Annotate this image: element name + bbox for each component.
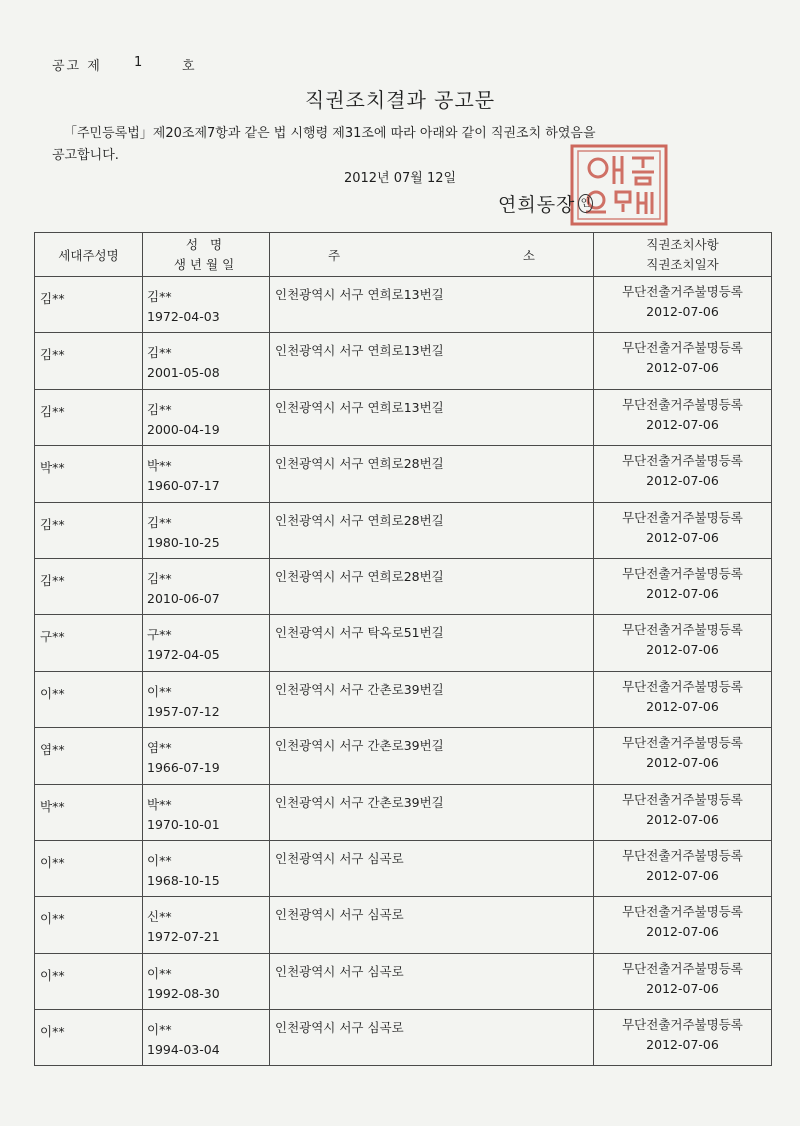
table-row [35, 446, 772, 502]
birth-date: 1992-08-30 [147, 985, 220, 1001]
issuer-title: 연희동장 [498, 194, 576, 216]
action-cell [594, 897, 772, 953]
person-name: 박** [147, 458, 172, 474]
table-body [35, 277, 772, 1066]
address-text: 인천광역시 서구 간촌로39번길 [275, 738, 444, 754]
name-birth-cell [143, 784, 270, 840]
preamble-line-2: 공고합니다. [52, 148, 119, 163]
name-birth-cell [143, 558, 270, 614]
action-date: 2012-07-06 [646, 416, 719, 432]
birth-date: 1980-10-25 [147, 534, 220, 550]
person-name: 김** [147, 514, 172, 530]
notice-number-line [52, 55, 197, 74]
notice-suffix: 호 [182, 59, 197, 74]
action-cell [594, 784, 772, 840]
action-date: 2012-07-06 [646, 473, 719, 489]
address-cell [270, 840, 594, 896]
name-birth-cell [143, 277, 270, 333]
address-cell [270, 671, 594, 727]
action-cell [594, 953, 772, 1009]
name-birth-cell [143, 897, 270, 953]
person-name: 이** [147, 1022, 172, 1038]
table-row [35, 615, 772, 671]
action-date: 2012-07-06 [646, 360, 719, 376]
householder-cell [35, 389, 143, 445]
header-address-right: 소 [522, 247, 535, 263]
address-text: 인천광역시 서구 심곡로 [275, 963, 404, 979]
address-text: 인천광역시 서구 연희로28번길 [275, 512, 444, 528]
householder-cell [35, 446, 143, 502]
householder-cell [35, 558, 143, 614]
table-row [35, 277, 772, 333]
householder-name: 이** [40, 685, 65, 701]
name-birth-cell [143, 615, 270, 671]
action-type: 무단전출거주불명등록 [622, 1017, 743, 1033]
person-name: 이** [147, 852, 172, 868]
birth-date: 1966-07-19 [147, 760, 220, 776]
action-type: 무단전출거주불명등록 [622, 396, 743, 412]
document-title: 직권조치결과 공고문 [304, 88, 496, 112]
table-row [35, 728, 772, 784]
action-date: 2012-07-06 [646, 642, 719, 658]
householder-name: 구** [40, 629, 65, 645]
address-text: 인천광역시 서구 간촌로39번길 [275, 681, 444, 697]
householder-cell [35, 840, 143, 896]
notice-number: 1 [134, 55, 145, 70]
action-cell [594, 728, 772, 784]
address-text: 인천광역시 서구 심곡로 [275, 850, 404, 866]
householder-name: 이** [40, 854, 65, 870]
action-date: 2012-07-06 [646, 1037, 719, 1053]
action-type: 무단전출거주불명등록 [622, 735, 743, 751]
header-action [594, 233, 772, 277]
table-row [35, 953, 772, 1009]
action-type: 무단전출거주불명등록 [622, 904, 743, 920]
householder-name: 김** [40, 347, 65, 363]
action-cell [594, 671, 772, 727]
header-action-date: 직권조치일자 [646, 256, 719, 272]
action-type: 무단전출거주불명등록 [622, 453, 743, 469]
person-name: 김** [147, 289, 172, 304]
action-type: 무단전출거주불명등록 [622, 847, 743, 863]
address-cell [270, 558, 594, 614]
table-row [35, 333, 772, 389]
householder-name: 이** [40, 967, 65, 983]
name-birth-cell [143, 840, 270, 896]
preamble-line-1: 「주민등록법」제20조제7항과 같은 법 시행령 제31조에 따라 아래와 같이 직권조치 하였음을 [64, 126, 596, 141]
householder-name: 김** [40, 516, 65, 532]
header-birthdate: 생년월일 [173, 256, 239, 272]
householder-cell [35, 784, 143, 840]
birth-date: 2000-04-19 [147, 421, 220, 437]
action-type: 무단전출거주불명등록 [622, 678, 743, 694]
table-header-row [35, 233, 772, 277]
address-text: 인천광역시 서구 심곡로 [275, 1020, 404, 1036]
address-cell [270, 277, 594, 333]
person-name: 염** [147, 740, 172, 756]
address-cell [270, 615, 594, 671]
householder-name: 김** [40, 403, 65, 419]
action-date: 2012-07-06 [646, 698, 719, 714]
address-cell [270, 333, 594, 389]
address-cell [270, 728, 594, 784]
name-birth-cell [143, 502, 270, 558]
action-type: 무단전출거주불명등록 [622, 565, 743, 581]
seal-mark-icon: 인 [578, 194, 593, 213]
issuer-line [498, 190, 593, 217]
action-date: 2012-07-06 [646, 924, 719, 940]
birth-date: 1957-07-12 [147, 703, 220, 719]
table-row [35, 389, 772, 445]
action-date: 2012-07-06 [646, 980, 719, 996]
householder-cell [35, 671, 143, 727]
address-text: 인천광역시 서구 연희로28번길 [275, 568, 444, 584]
householder-cell [35, 333, 143, 389]
header-address-left: 주 [328, 247, 341, 263]
header-name: 성 명 [185, 236, 227, 252]
table-row [35, 897, 772, 953]
notice-prefix: 공고 제 [52, 59, 102, 74]
householder-cell [35, 502, 143, 558]
person-name: 김** [147, 345, 172, 361]
address-cell [270, 784, 594, 840]
birth-date: 1960-07-17 [147, 478, 220, 494]
action-date: 2012-07-06 [646, 811, 719, 827]
birth-date: 1972-07-21 [147, 929, 220, 945]
table-row [35, 671, 772, 727]
birth-date: 2001-05-08 [147, 365, 220, 381]
person-name: 김** [147, 401, 172, 417]
action-type: 무단전출거주불명등록 [622, 791, 743, 807]
householder-cell [35, 897, 143, 953]
name-birth-cell [143, 333, 270, 389]
name-birth-cell [143, 953, 270, 1009]
action-type: 무단전출거주불명등록 [622, 960, 743, 976]
householder-cell [35, 277, 143, 333]
name-birth-cell [143, 728, 270, 784]
header-householder: 세대주성명 [35, 233, 143, 277]
action-cell [594, 558, 772, 614]
birth-date: 1968-10-15 [147, 872, 220, 888]
table-row [35, 502, 772, 558]
birth-date: 1972-04-05 [147, 647, 220, 663]
householder-cell [35, 615, 143, 671]
address-cell [270, 953, 594, 1009]
address-text: 인천광역시 서구 연희로13번길 [275, 399, 444, 415]
person-name: 이** [147, 683, 172, 699]
address-cell [270, 1010, 594, 1066]
table-row [35, 840, 772, 896]
householder-name: 염** [40, 742, 65, 758]
name-birth-cell [143, 389, 270, 445]
header-address [270, 233, 594, 277]
action-date: 2012-07-06 [646, 585, 719, 601]
address-text: 인천광역시 서구 연희로28번길 [275, 456, 444, 472]
address-text: 인천광역시 서구 연희로13번길 [275, 287, 444, 302]
action-date: 2012-07-06 [646, 755, 719, 771]
householder-name: 이** [40, 911, 65, 927]
action-date: 2012-07-06 [646, 529, 719, 545]
address-cell [270, 897, 594, 953]
issue-date: 2012년 07월 12일 [343, 171, 457, 186]
action-cell [594, 1010, 772, 1066]
action-cell [594, 502, 772, 558]
person-name: 김** [147, 570, 172, 586]
householder-name: 박** [40, 460, 65, 476]
birth-date: 1970-10-01 [147, 816, 220, 832]
name-birth-cell [143, 1010, 270, 1066]
person-name: 구** [147, 627, 172, 643]
address-text: 인천광역시 서구 심곡로 [275, 907, 404, 923]
name-birth-cell [143, 446, 270, 502]
address-text: 인천광역시 서구 간촌로39번길 [275, 794, 444, 810]
address-text: 인천광역시 서구 연희로13번길 [275, 343, 444, 359]
action-cell [594, 446, 772, 502]
header-action-type: 직권조치사항 [646, 236, 719, 252]
person-name: 신** [147, 909, 172, 925]
action-type: 무단전출거주불명등록 [622, 622, 743, 638]
name-birth-cell [143, 671, 270, 727]
address-cell [270, 502, 594, 558]
householder-cell [35, 1010, 143, 1066]
person-name: 이** [147, 965, 172, 981]
table-row [35, 1010, 772, 1066]
householder-name: 이** [40, 1024, 65, 1040]
person-name: 박** [147, 796, 172, 812]
action-cell [594, 389, 772, 445]
address-cell [270, 446, 594, 502]
householder-cell [35, 953, 143, 1009]
address-cell [270, 389, 594, 445]
householder-name: 박** [40, 798, 65, 814]
action-cell [594, 840, 772, 896]
birth-date: 1972-04-03 [147, 309, 220, 324]
action-cell [594, 277, 772, 333]
header-name-birth [143, 233, 270, 277]
householder-name: 김** [40, 291, 65, 306]
birth-date: 2010-06-07 [147, 590, 220, 606]
table-row [35, 558, 772, 614]
householder-name: 김** [40, 572, 65, 588]
action-cell [594, 615, 772, 671]
action-type: 무단전출거주불명등록 [622, 284, 743, 299]
table-row [35, 784, 772, 840]
birth-date: 1994-03-04 [147, 1042, 220, 1058]
action-date: 2012-07-06 [646, 304, 719, 319]
action-results-table [34, 232, 772, 1066]
address-text: 인천광역시 서구 탁옥로51번길 [275, 625, 444, 641]
action-date: 2012-07-06 [646, 867, 719, 883]
action-type: 무단전출거주불명등록 [622, 340, 743, 356]
householder-cell [35, 728, 143, 784]
action-cell [594, 333, 772, 389]
action-type: 무단전출거주불명등록 [622, 509, 743, 525]
